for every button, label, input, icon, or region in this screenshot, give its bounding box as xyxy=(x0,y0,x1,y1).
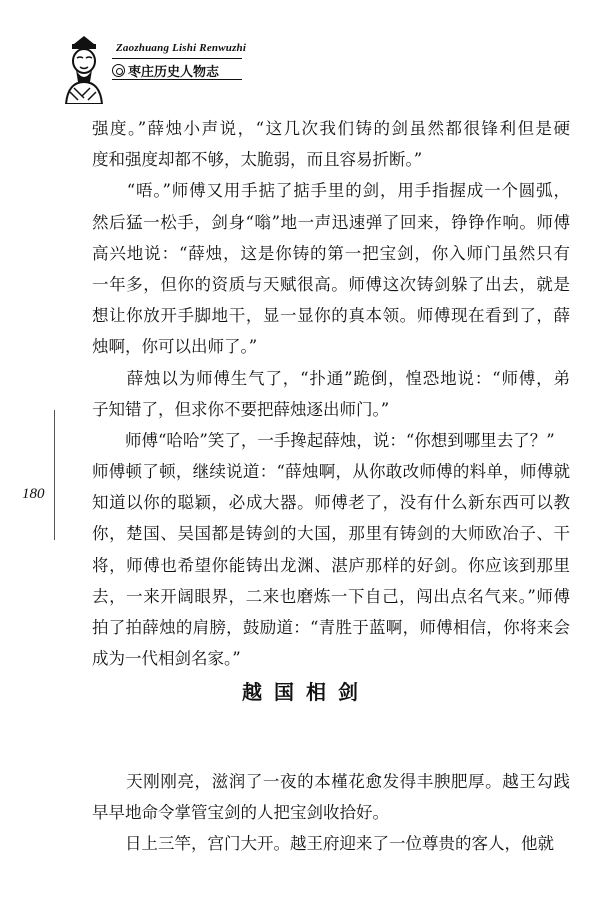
text-line: 想让你放开手脚地干，显一显你的真本领。师傅现在看到了，薛 xyxy=(92,306,570,326)
text-line: 高兴地说：“薛烛，这是你铸的第一把宝剑，你入师门虽然只有 xyxy=(92,243,570,263)
text-line: 日上三竿，宫门大开。越王府迎来了一位尊贵的客人，他就 xyxy=(92,834,554,854)
text-line: 一年多，但你的资质与天赋很高。师傅这次铸剑躲了出去，就是 xyxy=(92,274,570,294)
text-line: 然后猛一松手，剑身“嗡”地一声迅速弹了回来，铮铮作响。师傅 xyxy=(92,212,570,232)
header-rule-bottom xyxy=(112,79,242,80)
text-line: “唔。”师傅又用手掂了掂手里的剑，用手指握成一个圆弧， xyxy=(92,181,570,201)
header-rule-top xyxy=(112,58,242,59)
text-line: 将，师傅也希望你能铸出龙渊、湛庐那样的好剑。你应该到那里 xyxy=(92,555,570,575)
series-title xyxy=(112,61,219,80)
series-pinyin: Zaozhuang Lishi Renwuzhi xyxy=(116,42,247,54)
page-header xyxy=(0,0,612,115)
margin-rule xyxy=(54,410,55,540)
text-line: 师傅“哈哈”笑了，一手搀起薛烛，说：“你想到哪里去了？” xyxy=(92,430,555,450)
text-line: 师傅顿了顿，继续说道：“薛烛啊，从你敢改师傅的料单，师傅就 xyxy=(92,462,570,482)
text-line: 去，一来开阔眼界，二来也磨炼一下自己，闯出点名气来。”师傅 xyxy=(92,586,570,606)
body-text-section-2 xyxy=(92,766,570,860)
text-line: 天刚刚亮，滋润了一夜的本槿花愈发得丰腴肥厚。越王勾践 xyxy=(92,772,570,791)
chapter-title: 越国相剑 xyxy=(242,680,370,704)
scholar-portrait-icon xyxy=(60,34,110,104)
double-circle-icon xyxy=(112,64,125,77)
body-text-section-1 xyxy=(92,113,570,674)
page-number: 180 xyxy=(22,486,45,502)
text-line: 薛烛以为师傅生气了，“扑通”跪倒，惶恐地说：“师傅，弟 xyxy=(92,368,570,388)
text-line: 强度。”薛烛小声说，“这几次我们铸的剑虽然都很锋利但是硬 xyxy=(92,119,570,138)
text-line: 知道以你的聪颖，必成大器。师傅老了，没有什么新东西可以教 xyxy=(92,493,570,513)
text-line: 成为一代相剑名家。” xyxy=(92,649,241,669)
text-line: 烛啊，你可以出师了。” xyxy=(92,337,258,357)
series-title-text: 枣庄历史人物志 xyxy=(128,65,220,80)
text-line: 拍了拍薛烛的肩膀，鼓励道：“青胜于蓝啊，师傅相信，你将来会 xyxy=(92,618,570,637)
text-line: 度和强度却都不够，太脆弱，而且容易折断。” xyxy=(92,150,423,170)
text-line: 你，楚国、吴国都是铸剑的大国，那里有铸剑的大师欧冶子、干 xyxy=(92,524,570,544)
text-line: 子知错了，但求你不要把薛烛逐出师门。” xyxy=(92,399,390,419)
text-line: 早早地命令掌管宝剑的人把宝剑收拾好。 xyxy=(92,803,389,823)
